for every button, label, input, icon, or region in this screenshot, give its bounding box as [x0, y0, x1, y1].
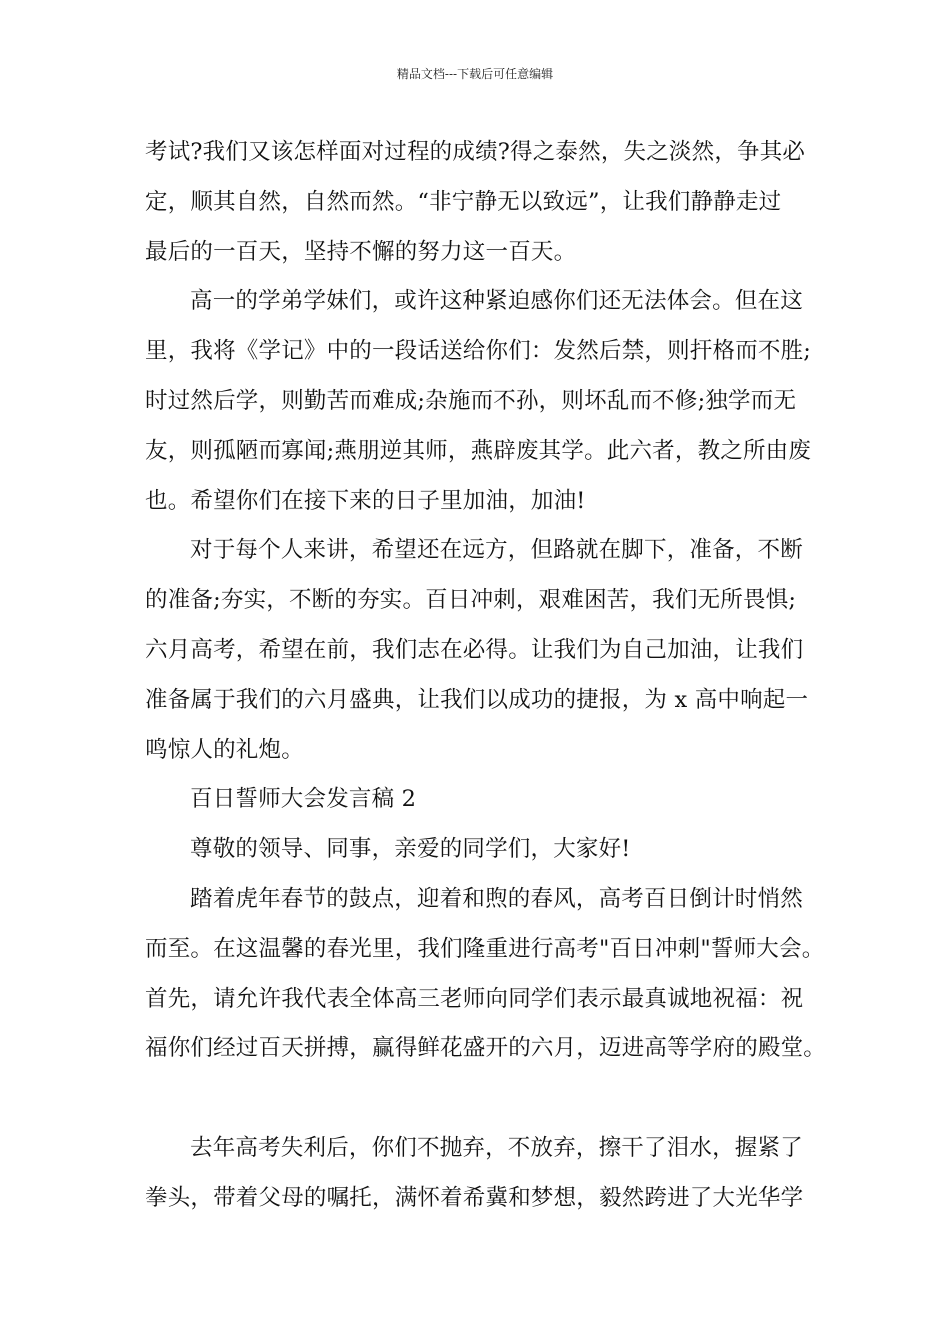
text-line: 时过然后学，则勤苦而难成;杂施而不孙，则坏乱而不修;独学而无 — [145, 387, 797, 414]
text-line: 对于每个人来讲，希望还在远方，但路就在脚下，准备，不断 — [190, 537, 803, 564]
document-body — [145, 128, 827, 1224]
page-header: 精品文档---下载后可任意编辑 — [396, 67, 554, 81]
text-line: 六月高考，希望在前，我们志在必得。让我们为自己加油，让我们 — [145, 636, 804, 663]
text-line: 定，顺其自然，自然而然。“非宁静无以致远”，让我们静静走过 — [145, 188, 782, 215]
section-title: 百日誓师大会发言稿 2 — [190, 786, 417, 813]
text-line: 的准备;夯实，不断的夯实。百日冲刺，艰难困苦，我们无所畏惧; — [145, 587, 797, 614]
text-line: 友，则孤陋而寡闻;燕朋逆其师，燕辟废其学。此六者，教之所由废 — [145, 437, 812, 464]
text-line: 里，我将《学记》中的一段话送给你们：发然后禁，则扞格而不胜; — [145, 338, 812, 365]
text-line: 最后的一百天，坚持不懈的努力这一百天。 — [145, 238, 577, 265]
text-line: 鸣惊人的礼炮。 — [145, 736, 304, 763]
text-line: 也。希望你们在接下来的日子里加油，加油! — [145, 487, 586, 514]
text-line: 考试?我们又该怎样面对过程的成绩?得之泰然，失之淡然，争其必 — [145, 139, 806, 165]
text-line: 去年高考失利后，你们不抛弃，不放弃，擦干了泪水，握紧了 — [190, 1134, 803, 1161]
text-line: 踏着虎年春节的鼓点，迎着和煦的春风，高考百日倒计时悄然 — [190, 885, 803, 912]
text-line: 高一的学弟学妹们，或许这种紧迫感你们还无法体会。但在这 — [190, 288, 803, 315]
text-line: 准备属于我们的六月盛典，让我们以成功的捷报，为 x 高中响起一 — [145, 686, 809, 713]
text-line: 尊敬的领导、同事，亲爱的同学们，大家好! — [190, 836, 631, 863]
blank-line — [145, 1074, 810, 1124]
text-line: 首先，请允许我代表全体高三老师向同学们表示最真诚地祝福：祝 — [145, 985, 804, 1012]
text-line: 而至。在这温馨的春光里，我们隆重进行高考"百日冲刺"誓师大会。 — [145, 935, 825, 962]
text-line: 拳头，带着父母的嘱托，满怀着希冀和梦想，毅然跨进了大光华学 — [145, 1184, 804, 1211]
text-line: 福你们经过百天拼搏，赢得鲜花盛开的六月，迈进高等学府的殿堂。 — [145, 1035, 827, 1062]
